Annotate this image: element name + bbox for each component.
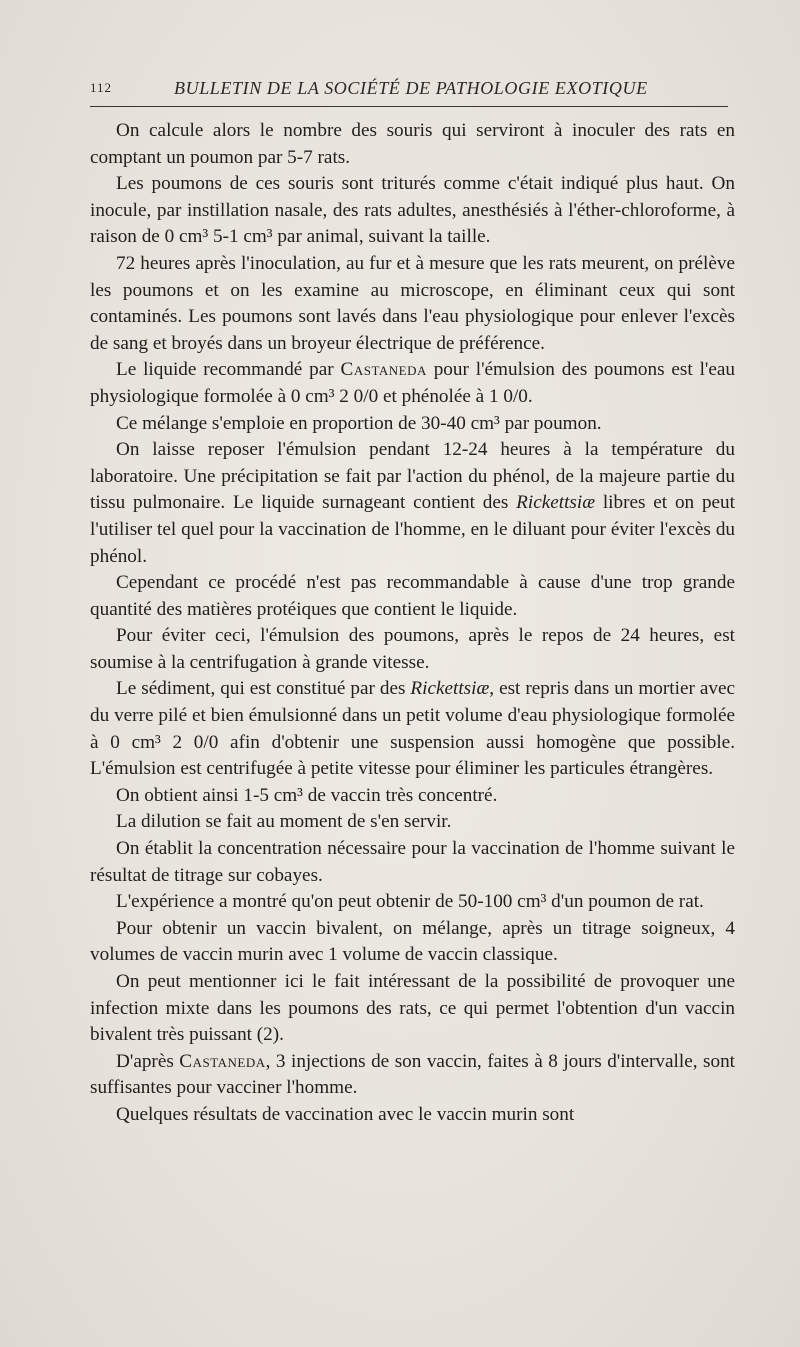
paragraph: On laisse reposer l'émulsion pendant 12-24 heures à la température du laboratoire. Une précipitation se fait par l'action du phénol, de la majeure partie du tissu pulmonaire. Le liquide surnageant contient des Rickettsiæ libres et on peut l'utiliser tel quel pour la vaccination de l'homme, en le diluant pour éviter l'excès du phénol. <box>90 439 735 567</box>
author-name: Castaneda <box>340 359 427 381</box>
paragraph: D'après Castaneda, 3 injections de son vaccin, faites à 8 jours d'intervalle, sont suffisantes pour vacciner l'homme. <box>90 1050 735 1099</box>
paragraph: Le liquide recommandé par Castaneda pour l'émulsion des poumons est l'eau physiologique formolée à 0 cm³ 2 0/0 et phénolée à 1 0/0. <box>90 359 735 407</box>
paragraph: On obtient ainsi 1-5 cm³ de vaccin très concentré. <box>116 784 498 806</box>
paragraph: Ce mélange s'emploie en proportion de 30-40 cm³ par poumon. <box>116 412 602 434</box>
page-number: 112 <box>90 80 113 95</box>
paragraph: Pour obtenir un vaccin bivalent, on mélange, après un titrage soigneux, 4 volumes de vaccin murin avec 1 volume de vaccin classique. <box>90 917 735 966</box>
paragraph: La dilution se fait au moment de s'en servir. <box>116 811 452 833</box>
page-header <box>90 78 726 102</box>
paragraph: Cependant ce procédé n'est pas recommandable à cause d'une trop grande quantité des matières protéiques que contient le liquide. <box>90 572 735 620</box>
author-name: Castaneda <box>179 1050 266 1072</box>
paragraph: Quelques résultats de vaccination avec le vaccin murin sont <box>116 1103 575 1125</box>
paragraph: Les poumons de ces souris sont triturés comme c'était indiqué plus haut. On inocule, par instillation nasale, des rats adultes, anesthésiés à l'éther-chloroforme, à raison de 0 cm³ 5-1 cm³ par animal, suivant la taille. <box>90 173 735 248</box>
paragraph: On calcule alors le nombre des souris qui serviront à inoculer des rats en comptant un poumon par 5-7 rats. <box>90 120 735 168</box>
header-rule <box>90 106 728 107</box>
taxon-name: Rickettsiæ <box>410 678 490 700</box>
body-text <box>90 118 735 1129</box>
paragraph: Le sédiment, qui est constitué par des Rickettsiæ, est repris dans un mortier avec du verre pilé et bien émulsionné dans un petit volume d'eau physiologique formolée à 0 cm³ 2 0/0 afin d'obtenir une suspension aussi homogène que possible. L'émulsion est centrifugée à petite vitesse pour éliminer les particules étrangères. <box>90 678 735 780</box>
paragraph: L'expérience a montré qu'on peut obtenir de 50-100 cm³ d'un poumon de rat. <box>116 891 704 913</box>
paragraph: 72 heures après l'inoculation, au fur et à mesure que les rats meurent, on prélève les poumons et on les examine au microscope, en éliminant ceux qui sont contaminés. Les poumons sont lavés dans l'eau physiologique pour enlever l'excès de sang et broyés dans un broyeur électrique de préférence. <box>90 252 735 354</box>
paragraph: Pour éviter ceci, l'émulsion des poumons, après le repos de 24 heures, est soumise à la centrifugation à grande vitesse. <box>90 625 735 673</box>
paragraph: On peut mentionner ici le fait intéressant de la possibilité de provoquer une infection mixte dans les poumons des rats, ce qui permet l'obtention d'un vaccin bivalent très puissant (2). <box>90 971 735 1046</box>
taxon-name: Rickettsiæ <box>516 492 595 514</box>
running-title: BULLETIN DE LA SOCIÉTÉ DE PATHOLOGIE EXOTIQUE <box>174 78 648 98</box>
paragraph: On établit la concentration nécessaire pour la vaccination de l'homme suivant le résultat de titrage sur cobayes. <box>90 838 735 886</box>
